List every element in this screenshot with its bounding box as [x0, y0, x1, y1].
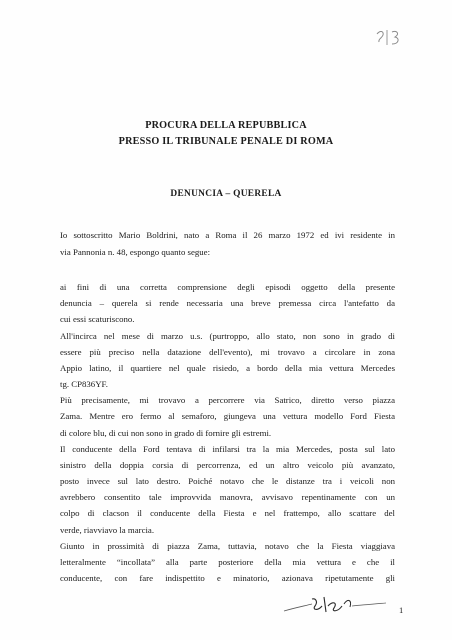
page-number: 1	[399, 605, 404, 615]
body-line: verde, riavviavo la marcia.	[60, 525, 155, 535]
body-line: avrebbero consentito tale improvvida manovra, avvisavo repentinamente con un	[60, 492, 395, 502]
body-line: via Pannonia n. 48, espongo quanto segue:	[60, 247, 211, 257]
body-line: Il conducente della Ford tentava di infilarsi tra la mia Mercedes, posta sul lato	[60, 444, 395, 454]
body-line: posto invece sul lato destro. Poiché notavo che le distanze tra i veicoli non	[60, 476, 395, 486]
body-line: tg. CP836YF.	[60, 379, 108, 389]
body-line: Io sottoscritto Mario Boldrini, nato a Roma il 26 marzo 1972 ed ivi residente in	[60, 230, 395, 240]
body-line: denuncia – querela si rende necessaria una breve premessa circa l'antefatto da	[60, 298, 395, 308]
handwritten-page-mark	[374, 24, 404, 50]
body-line: sinistro della doppia corsia di percorrenza, ed un altro veicolo più avanzato,	[60, 460, 395, 470]
body-line: Appio latino, il quartiere nel quale risiedo, a bordo della mia vettura Mercedes	[60, 363, 395, 373]
body-line: Zama. Mentre ero fermo al semaforo, giungeva una vettura modello Ford Fiesta	[60, 411, 395, 421]
handwritten-signature	[282, 594, 390, 616]
body-line: colpo di clacson il conducente della Fiesta e nel frattempo, allo scattare del	[60, 508, 395, 518]
body-line: letteralmente “incollata” alla parte posteriore della mia vettura e che il	[60, 557, 395, 567]
body-line: ai fini di una corretta comprensione degli episodi oggetto della presente	[60, 282, 395, 292]
body-line: essere più preciso nella datazione dell'evento), mi trovavo a circolare in zona	[60, 347, 395, 357]
header-authority: PROCURA DELLA REPUBBLICA	[145, 120, 307, 131]
body-line: Giunto in prossimità di piazza Zama, tuttavia, notavo che la Fiesta viaggiava	[60, 541, 395, 551]
body-line: Più precisamente, mi trovavo a percorrere via Satrico, diretto verso piazza	[60, 395, 395, 405]
body-line: conducente, con fare indispettito e minatorio, azionava ripetutamente gli	[60, 573, 395, 583]
body-line: All'incirca nel mese di marzo u.s. (purtroppo, allo stato, non sono in grado di	[60, 331, 395, 341]
header-court: PRESSO IL TRIBUNALE PENALE DI ROMA	[118, 136, 334, 147]
document-title: DENUNCIA – QUERELA	[170, 189, 282, 199]
body-line: di colore blu, di cui non sono in grado di fornire gli estremi.	[60, 428, 272, 438]
body-line: cui essi scaturiscono.	[60, 314, 135, 324]
